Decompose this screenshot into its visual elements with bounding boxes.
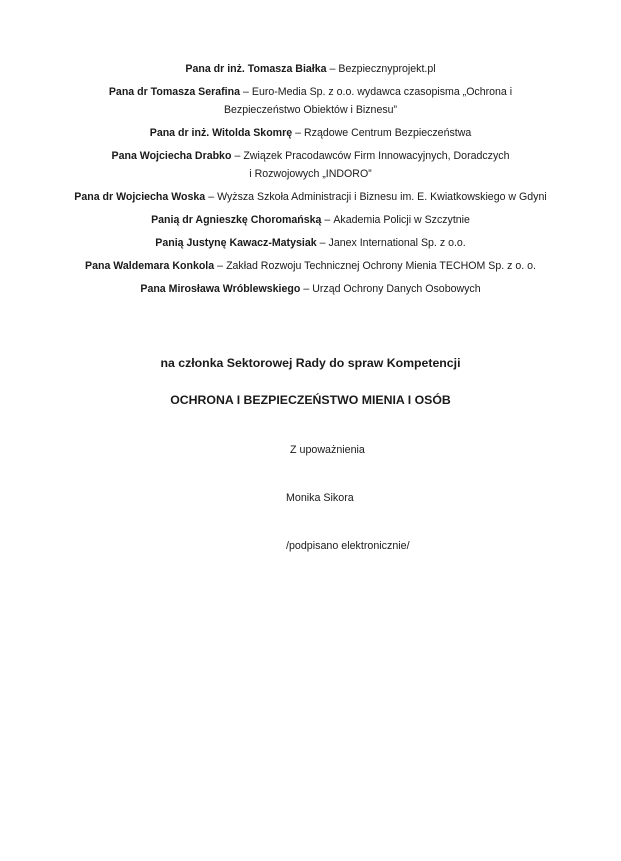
member-list — [40, 60, 581, 303]
separator-dash: – — [319, 237, 326, 249]
separator-dash: – — [303, 283, 310, 295]
member-entry — [40, 124, 581, 142]
member-organization: Akademia Policji w Szczytnie — [333, 214, 470, 226]
council-name: OCHRONA I BEZPIECZEŃSTWO MIENIA I OSÓB — [170, 393, 451, 407]
member-name: Pana dr inż. Tomasza Białka — [185, 63, 327, 75]
member-name: Pana dr Wojciecha Woska — [74, 191, 206, 203]
member-organization: Bezpiecznyprojekt.pl — [338, 63, 436, 75]
member-entry — [40, 234, 581, 252]
member-name: Pana dr inż. Witolda Skomrę — [149, 127, 293, 139]
separator-dash: – — [324, 214, 331, 226]
separator-dash: – — [242, 86, 249, 98]
member-entry — [40, 211, 581, 229]
member-name: Pana Wojciecha Drabko — [111, 150, 232, 162]
member-organization: Euro-Media Sp. z o.o. wydawca czasopisma „Ochrona i — [251, 86, 513, 98]
separator-dash: – — [295, 127, 302, 139]
member-organization: Urząd Ochrony Danych Osobowych — [312, 283, 481, 295]
electronic-signature-note: /podpisano elektronicznie/ — [286, 540, 410, 552]
member-organization: Rządowe Centrum Bezpieczeństwa — [304, 127, 472, 139]
member-name: Panią dr Agnieszkę Choromańską — [151, 214, 322, 226]
member-entry — [40, 188, 581, 206]
member-organization: Wyższa Szkoła Administracji i Biznesu im. E. Kwiatkowskiego w Gdyni — [217, 191, 547, 203]
member-name: Pana dr Tomasza Serafina — [108, 86, 240, 98]
member-entry — [40, 280, 581, 298]
member-entry — [40, 60, 581, 78]
member-organization: Bezpieczeństwo Obiektów i Biznesu” — [223, 104, 398, 116]
member-entry — [40, 83, 581, 119]
member-organization: Zakład Rozwoju Technicznej Ochrony Mienia TECHOM Sp. z o. o. — [226, 260, 536, 272]
separator-dash: – — [217, 260, 224, 272]
authorization-label: Z upoważnienia — [290, 444, 365, 456]
member-entry — [40, 147, 581, 183]
signer-name: Monika Sikora — [286, 492, 354, 504]
member-organization: i Rozwojowych „INDORO” — [249, 168, 372, 180]
appointment-line: na członka Sektorowej Rady do spraw Kompetencji — [160, 356, 461, 370]
member-name: Pana Mirosława Wróblewskiego — [140, 283, 301, 295]
separator-dash: – — [329, 63, 336, 75]
separator-dash: – — [234, 150, 241, 162]
member-name: Panią Justynę Kawacz-Matysiak — [155, 237, 317, 249]
member-organization: Związek Pracodawców Firm Innowacyjnych, Doradczych — [243, 150, 510, 162]
member-organization: Janex International Sp. z o.o. — [328, 237, 466, 249]
separator-dash: – — [208, 191, 215, 203]
member-name: Pana Waldemara Konkola — [85, 260, 215, 272]
member-entry — [40, 257, 581, 275]
